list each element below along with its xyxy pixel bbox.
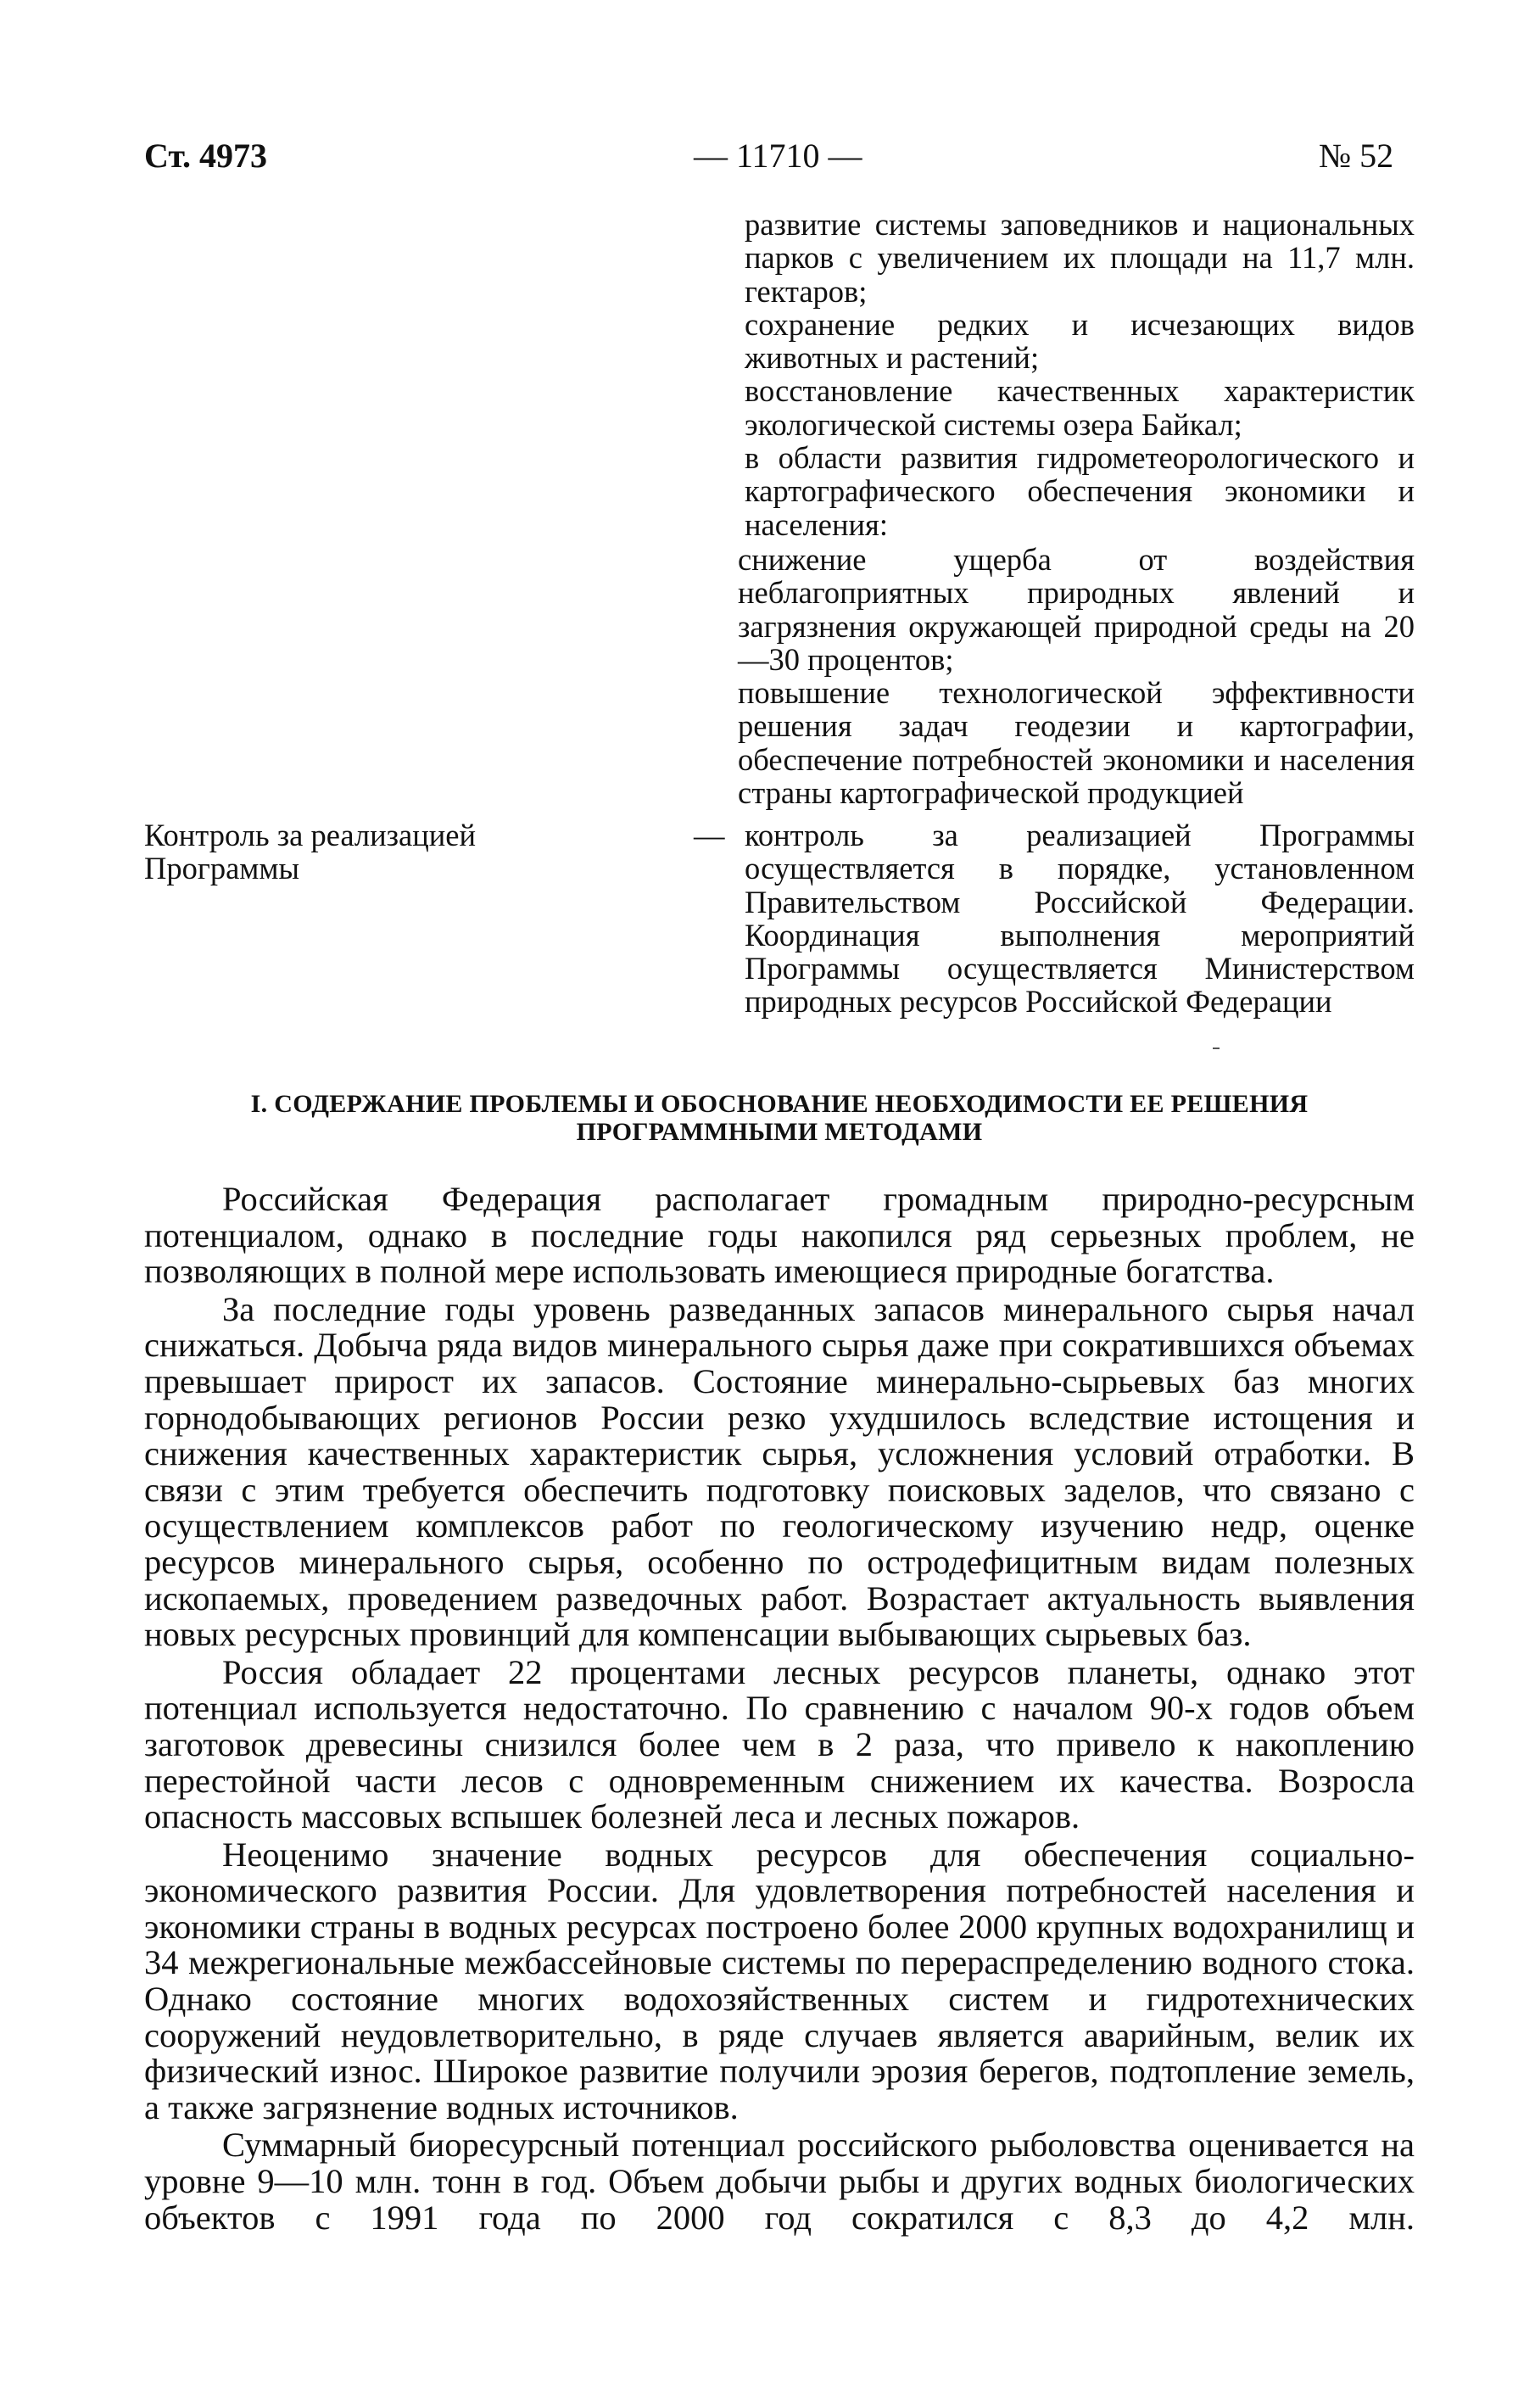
passport-item: снижение ущерба от воздействия неблагоприятных природных явлений и загрязнения окружающей природной среды на 20—30 процентов; <box>738 542 1415 677</box>
control-text: контроль за реализацией Программы осуществляется в порядке, установленном Правительством Российской Федерации. Координация выполнения мероприятий Программы осуществляется Министерством природных ресурсов Российской Федерации <box>745 818 1415 1020</box>
body-paragraph: Неоценимо значение водных ресурсов для обеспечения социально-экономического развития России. Для удовлетворения потребностей населения и экономики страны в водных ресурсах построено более 2000 крупных водохранилищ и 34 межрегиональные межбассейновые системы по перераспределению водного стока. Однако состояние многих водохозяйственных систем и гидротехнических сооружений неудовлетворительно, в ряде случаев является аварийным, велик их физический износ. Широкое развитие получили эрозия берегов, подтопление земель, а также загрязнение водных источников. <box>144 1835 1415 2126</box>
control-dash: — <box>694 818 725 852</box>
passport-item: повышение технологической эффективности решения задач геодезии и картографии, обеспечение потребностей экономики и населения страны картографической продукцией <box>738 675 1415 811</box>
passport-goals-block <box>745 208 1415 541</box>
body-paragraph: Российская Федерация располагает громадным природно-ресурсным потенциалом, однако в последние годы накопился ряд серьезных проблем, не позволяющих в полной мере использовать имеющиеся природные богатства. <box>144 1180 1415 1291</box>
section-heading <box>144 1090 1415 1146</box>
body-paragraph: За последние годы уровень разведанных запасов минерального сырья начал снижаться. Добыча ряда видов минерального сырья даже при сократившихся объемах превышает прирост их запасов. Состояние минерально-сырьевых баз многих горнодобывающих регионов России резко ухудшилось вследствие истощения и снижения качественных характеристик сырья, усложнения условий отработки. В связи с этим требуется обеспечить подготовку поисковых заделов, что связано с осуществлением комплексов работ по геологическому изучению недр, оценке ресурсов минерального сырья, особенно по остродефицитным видам полезных ископаемых, проведением разведочных работ. Возрастает актуальность выявления новых ресурсных провинций для компенсации выбывающих сырьевых баз. <box>144 1289 1415 1654</box>
section-heading-line: ПРОГРАММНЫМИ МЕТОДАМИ <box>576 1118 983 1146</box>
section-heading-line: I. СОДЕРЖАНИЕ ПРОБЛЕМЫ И ОБОСНОВАНИЕ НЕОБХОДИМОСТИ ЕЕ РЕШЕНИЯ <box>250 1090 1309 1118</box>
control-label-line: Программы <box>144 851 299 886</box>
article-number: Ст. 4973 <box>144 137 267 175</box>
stray-mark <box>1213 1048 1220 1049</box>
passport-item: развитие системы заповедников и национальных парков с увеличением их площади на 11,7 млн. гектаров; <box>745 207 1415 309</box>
control-label-line: Контроль за реализацией <box>144 818 477 852</box>
body-paragraph: Суммарный биоресурсный потенциал российского рыболовства оценивается на уровне 9—10 млн. тонн в год. Объем добычи рыбы и других водных биологических объектов с 1991 года по 2000 год сократился с 8,3 до 4,2 млн. <box>144 2126 1415 2237</box>
passport-item: сохранение редких и исчезающих видов животных и растений; <box>745 306 1415 376</box>
page-number: — 11710 — <box>694 137 862 175</box>
passport-item: восстановление качественных характеристик экологической системы озера Байкал; <box>745 373 1415 442</box>
issue-number: № 52 <box>1319 137 1394 175</box>
body-text <box>144 1182 1415 2238</box>
control-label <box>144 818 585 886</box>
passport-item: в области развития гидрометеорологического и картографического обеспечения экономики и населения: <box>745 440 1415 542</box>
body-paragraph: Россия обладает 22 процентами лесных ресурсов планеты, однако этот потенциал используется недостаточно. По сравнению с началом 90-х годов объем заготовок древесины снизился более чем в 2 раза, что привело к накоплению перестойной части лесов с одновременным снижением их качества. Возросла опасность массовых вспышек болезней леса и лесных пожаров. <box>144 1652 1415 1836</box>
passport-hydromet-block <box>738 543 1415 809</box>
